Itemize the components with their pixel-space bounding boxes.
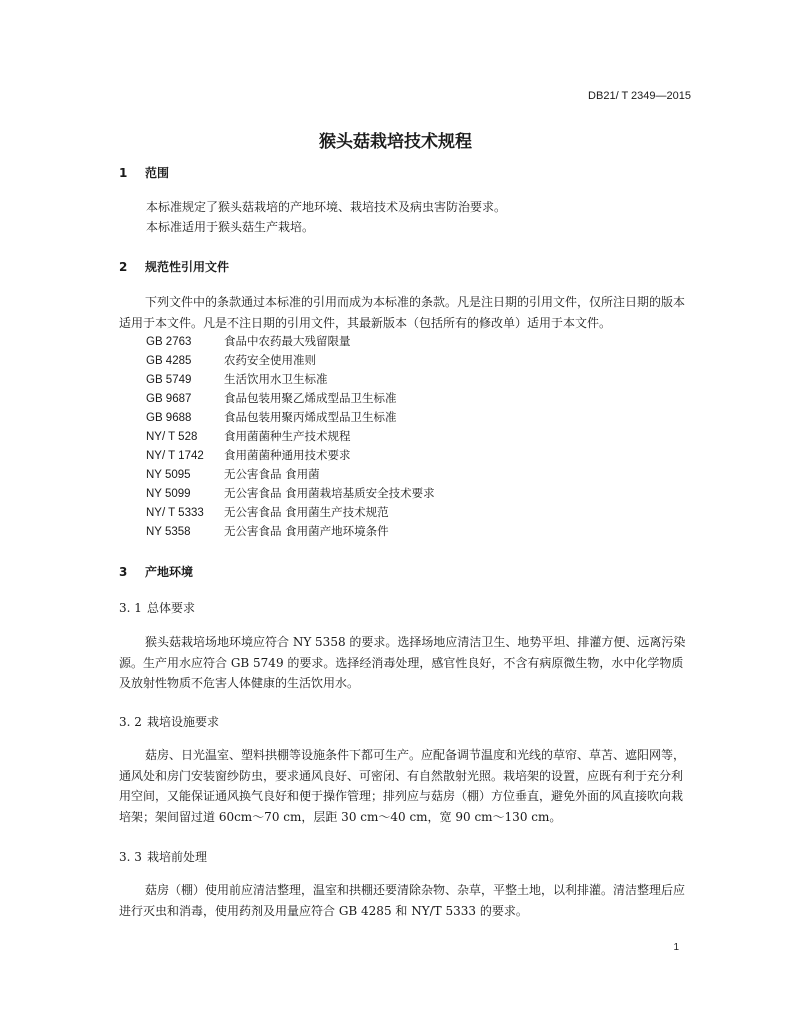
reference-item <box>146 466 320 482</box>
reference-name: 无公害食品 食用菌生产技术规范 <box>224 505 389 519</box>
reference-name: 无公害食品 食用菌产地环境条件 <box>224 524 389 538</box>
section-2-heading <box>119 258 229 275</box>
document-number: DB21/ T 2349—2015 <box>588 90 691 102</box>
reference-item <box>146 352 316 368</box>
section-title: 规范性引用文件 <box>145 260 230 274</box>
subsection-3-1-text: 猴头菇栽培场地环境应符合 NY 5358 的要求。选择场地应清洁卫生、地势平坦、排灌方便、远离污染源。生产用水应符合 GB 5749 的要求。选择经消毒处理，感官性良好，不含有病原微生物，水中化学物质及放射性物质不危害人体健康的生活饮用水。 <box>119 635 686 690</box>
references-intro: 下列文件中的条款通过本标准的引用而成为本标准的条款。凡是注日期的引用文件，仅所注日期的版本适用于本文件。凡是不注日期的引用文件，其最新版本（包括所有的修改单）适用于本文件。 <box>119 295 686 330</box>
section-1-heading <box>119 164 169 181</box>
reference-name: 农药安全使用准则 <box>224 353 316 367</box>
scope-line-1: 本标准规定了猴头菇栽培的产地环境、栽培技术及病虫害防治要求。 <box>146 200 507 214</box>
reference-item <box>146 447 351 463</box>
section-3-heading <box>119 563 193 580</box>
reference-code: NY 5358 <box>146 526 191 538</box>
subsection-number: 3. 3 <box>119 850 142 864</box>
section-title: 产地环境 <box>145 565 194 579</box>
reference-name: 食用菌菌种生产技术规程 <box>224 429 351 443</box>
reference-name: 无公害食品 食用菌 <box>224 467 320 481</box>
reference-name: 食品包装用聚乙烯成型品卫生标准 <box>224 391 397 405</box>
reference-code: GB 5749 <box>146 374 192 386</box>
page-title: 猴头菇栽培技术规程 <box>319 132 472 152</box>
reference-item <box>146 371 328 387</box>
reference-name: 生活饮用水卫生标准 <box>224 372 328 386</box>
subsection-3-3-text: 菇房（棚）使用前应清洁整理，温室和拱棚还要清除杂物、杂草，平整土地，以利排灌。清洁整理后应进行灭虫和消毒，使用药剂及用量应符合 GB 4285 和 NY/T 5333 的要求。 <box>119 883 686 918</box>
reference-item <box>146 504 389 520</box>
reference-code: GB 4285 <box>146 355 192 367</box>
subsection-3-2-text: 菇房、日光温室、塑料拱棚等设施条件下都可生产。应配备调节温度和光线的草帘、草苫、遮阳网等，通风处和房门安装窗纱防虫，要求通风良好、可密闭、有自然散射光照。栽培架的设置，应既有利于充分利用空间，又能保证通风换气良好和便于操作管理；排列应与菇房（棚）方位垂直，避免外面的风直接吹向栽培架；架间留过道 60cm～70 cm，层距 30 cm～40 cm，宽 90 cm～130 cm。 <box>119 748 686 824</box>
reference-item <box>146 428 351 444</box>
subsection-number: 3. 1 <box>119 601 142 615</box>
reference-code: NY 5099 <box>146 488 191 500</box>
subsection-title: 栽培设施要求 <box>147 715 220 729</box>
page-number: 1 <box>673 942 679 953</box>
reference-name: 无公害食品 食用菌栽培基质安全技术要求 <box>224 486 435 500</box>
reference-item <box>146 390 397 406</box>
section-number: 3 <box>119 565 128 579</box>
reference-code: NY/ T 1742 <box>146 450 204 462</box>
reference-name: 食用菌菌种通用技术要求 <box>224 448 351 462</box>
subsection-number: 3. 2 <box>119 715 142 729</box>
reference-item <box>146 523 389 539</box>
section-number: 2 <box>119 260 128 274</box>
subsection-3-2-heading <box>119 713 219 730</box>
reference-code: GB 9688 <box>146 412 192 424</box>
reference-item <box>146 333 351 349</box>
scope-line-2: 本标准适用于猴头菇生产栽培。 <box>146 220 315 234</box>
reference-name: 食品包装用聚丙烯成型品卫生标准 <box>224 410 397 424</box>
reference-code: NY/ T 528 <box>146 431 198 443</box>
reference-code: NY 5095 <box>146 469 191 481</box>
subsection-3-1-heading <box>119 599 195 616</box>
reference-code: NY/ T 5333 <box>146 507 204 519</box>
reference-code: GB 9687 <box>146 393 192 405</box>
reference-item <box>146 485 435 501</box>
reference-item <box>146 409 397 425</box>
subsection-3-3-heading <box>119 848 207 865</box>
subsection-title: 总体要求 <box>147 601 196 615</box>
subsection-title: 栽培前处理 <box>147 850 208 864</box>
section-title: 范围 <box>145 166 170 180</box>
section-number: 1 <box>119 166 128 180</box>
reference-name: 食品中农药最大残留限量 <box>224 334 351 348</box>
reference-code: GB 2763 <box>146 336 192 348</box>
